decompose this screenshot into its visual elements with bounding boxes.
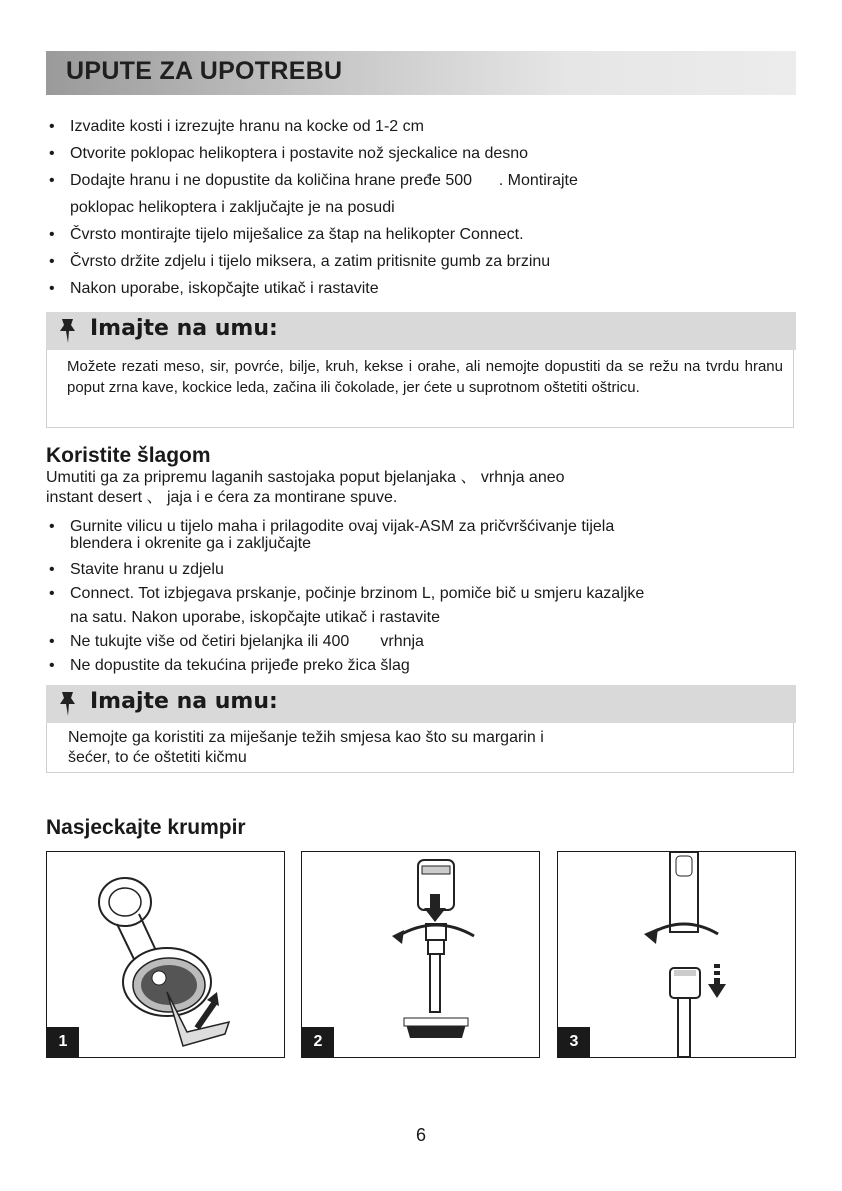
list-item: • Stavite hranu u zdjelu: [46, 558, 786, 582]
list-item: • Izvadite kosti i izrezujte hranu na kocke od 1-2 cm: [46, 113, 766, 140]
step-illustration-2: [301, 851, 540, 1058]
list-item: • Čvrsto montirajte tijelo miješalice za štap na helikopter Connect.: [46, 221, 766, 248]
list-item-text: Ne tukujte više od četiri bjelanjka ili 400 vrhnja: [70, 633, 424, 650]
list-item-text: Dodajte hranu i ne dopustite da količina hrane pređe 500 . Montirajte: [70, 172, 578, 189]
note-header: [46, 685, 796, 723]
instructions-list: [46, 113, 766, 302]
list-item: • Ne dopustite da tekućina prijeđe preko žica šlag: [46, 654, 786, 678]
pushpin-icon: [58, 316, 80, 346]
section-title: Nasjeckajte krumpir: [46, 816, 246, 839]
step-number: 3: [558, 1027, 590, 1057]
list-item: • Connect. Tot izbjegava prskanje, počinje brzinom L, pomiče bič u smjeru kazaljke: [46, 582, 786, 606]
note-text-line: Nemojte ga koristiti za miješanje težih smjesa kao što su margarin i: [68, 729, 544, 746]
list-item-continuation: blendera i okrenite ga i zaključajte: [70, 535, 312, 552]
list-item: • Čvrsto držite zdjelu i tijelo miksera, a zatim pritisnite gumb za brzinu: [46, 248, 766, 275]
motor-unit-illustration: [558, 852, 795, 1057]
list-item-continuation: poklopac helikoptera i zaključajte je na posudi: [70, 199, 395, 216]
intro-line: instant desert 、 jaja i e ćera za montirane spuve.: [46, 489, 398, 506]
list-item-continuation: na satu. Nakon uporabe, iskopčajte utikač i rastavite: [70, 609, 440, 626]
whisk-attach-illustration: [302, 852, 539, 1057]
note-body: [46, 350, 794, 428]
list-item: [46, 167, 766, 194]
list-item: • Gurnite vilicu u tijelo maha i prilagodite ovaj vijak-ASM za pričvršćivanje tijela: [46, 518, 786, 536]
step-illustration-1: [46, 851, 285, 1058]
step-number: 1: [47, 1027, 79, 1057]
list-item: • Nakon uporabe, iskopčajte utikač i rastavite: [46, 275, 766, 302]
note-text-line: šećer, to će oštetiti kičmu: [68, 749, 247, 766]
page-number: 6: [415, 1125, 426, 1145]
note-label: Imajte na umu:: [90, 689, 278, 714]
list-item: • Otvorite poklopac helikoptera i postavite nož sjeckalice na desno: [46, 140, 766, 167]
note-body: [46, 723, 794, 773]
intro-line: Umutiti ga za pripremu laganih sastojaka poput bjelanjaka 、 vrhnja aneo: [46, 469, 565, 486]
list-item: [46, 630, 786, 654]
page-title: UPUTE ZA UPOTREBU: [66, 57, 343, 85]
note-header: [46, 312, 796, 350]
whisk-list: [46, 518, 786, 678]
note-label: Imajte na umu:: [90, 316, 278, 341]
step-number: 2: [302, 1027, 334, 1057]
chopper-blade-illustration: [47, 852, 284, 1057]
step-illustration-3: [557, 851, 796, 1058]
pushpin-icon: [58, 689, 80, 719]
whisk-section: [46, 444, 786, 508]
note-text: Možete rezati meso, sir, povrće, bilje, kruh, kekse i orahe, ali nemojte dopustiti da se režu na tvrdu hranu poput zrna kave, kockice leda, začina ili čokolade, jer ćete u suprotnom oštetiti oštricu.: [67, 358, 783, 396]
section-title: Koristite šlagom: [46, 444, 211, 467]
